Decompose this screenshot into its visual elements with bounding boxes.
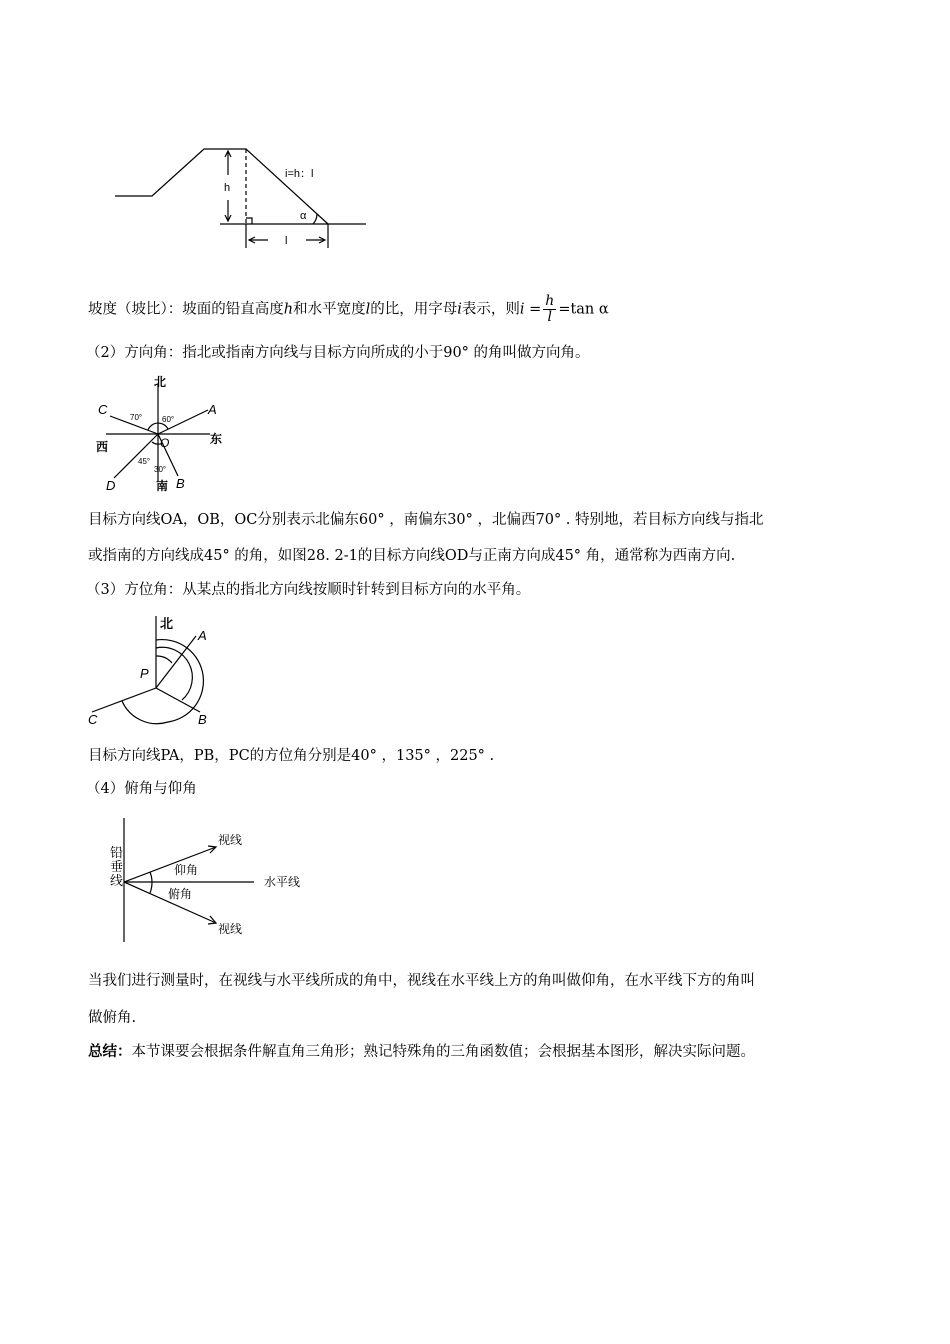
direction-west: 西 <box>96 440 109 454</box>
bearing-point-c: C <box>88 712 98 727</box>
direction-point-d: D <box>106 478 116 493</box>
depression-angle-label: 俯角 <box>168 887 193 901</box>
vertical-line-char-2: 垂 <box>110 859 124 874</box>
direction-point-b: B <box>176 476 185 491</box>
slope-ratio-label: i=h：l <box>285 168 314 180</box>
direction-east: 东 <box>210 432 223 446</box>
slope-alpha-label: α <box>300 210 307 222</box>
direction-point-c: C <box>98 402 108 417</box>
direction-heading: （2）方向角：指北或指南方向线与目标方向所成的小于90° 的角叫做方向角。 <box>86 345 590 361</box>
summary-text: 本节课要会根据条件解直角三角形；熟记特殊角的三角函数值；会根据基本图形，解决实际问题。 <box>131 1044 755 1060</box>
direction-angle-70: 70° <box>130 413 143 422</box>
elevation-angle-label: 仰角 <box>174 863 199 877</box>
direction-angle-figure <box>88 372 238 496</box>
direction-text-1: 目标方向线OA，OB，OC分别表示北偏东60° ，南偏东30° ，北偏西70° . 特别地，若目标方向线与指北 <box>88 512 764 528</box>
horizontal-line-label: 水平线 <box>264 875 301 889</box>
bearing-point-p: P <box>140 666 149 681</box>
elevation-heading: （4）俯角与仰角 <box>86 781 197 797</box>
summary-label: 总结： <box>88 1043 132 1060</box>
slope-definition: 坡度（坡比）：坡面的铅直高度h和水平宽度l的比，用字母i表示，则i = $\frac{h}{l}$ =tan α <box>88 293 609 325</box>
direction-angle-30: 30° <box>154 465 167 474</box>
bearing-north: 北 <box>160 616 174 631</box>
sight-line-up-label: 视线 <box>218 833 243 847</box>
direction-text-2: 或指南的方向线成45° 的角，如图28. 2-1的目标方向线OD与正南方向成45° 角，通常称为西南方向. <box>88 548 736 564</box>
bearing-text: 目标方向线PA，PB，PC的方位角分别是40° ，135° ，225° . <box>88 748 495 764</box>
elevation-text-2: 做俯角. <box>88 1010 137 1026</box>
slope-fraction: $\frac{h}{l}$ <box>545 293 555 325</box>
bearing-figure <box>84 612 224 730</box>
vertical-line-char-1: 铅 <box>110 845 124 860</box>
direction-angle-60: 60° <box>162 415 175 424</box>
slope-h-label: h <box>224 182 231 194</box>
sight-line-down-label: 视线 <box>218 922 243 936</box>
direction-point-a: A <box>208 402 217 417</box>
elevation-text-1: 当我们进行测量时，在视线与水平线所成的角中，视线在水平线上方的角叫做仰角，在水平线下方的角叫 <box>88 973 755 989</box>
bearing-point-b: B <box>198 712 207 727</box>
slope-figure <box>110 140 380 255</box>
bearing-point-a: A <box>198 628 207 643</box>
direction-south: 南 <box>156 479 169 493</box>
elevation-figure <box>104 814 344 946</box>
slope-l-label: l <box>285 235 288 247</box>
direction-north: 北 <box>154 375 167 389</box>
direction-origin: O <box>160 436 170 450</box>
summary <box>88 1042 755 1062</box>
bearing-heading: （3）方位角：从某点的指北方向线按顺时针转到目标方向的水平角。 <box>86 582 531 598</box>
direction-angle-45: 45° <box>138 457 151 466</box>
vertical-line-char-3: 线 <box>110 873 124 888</box>
